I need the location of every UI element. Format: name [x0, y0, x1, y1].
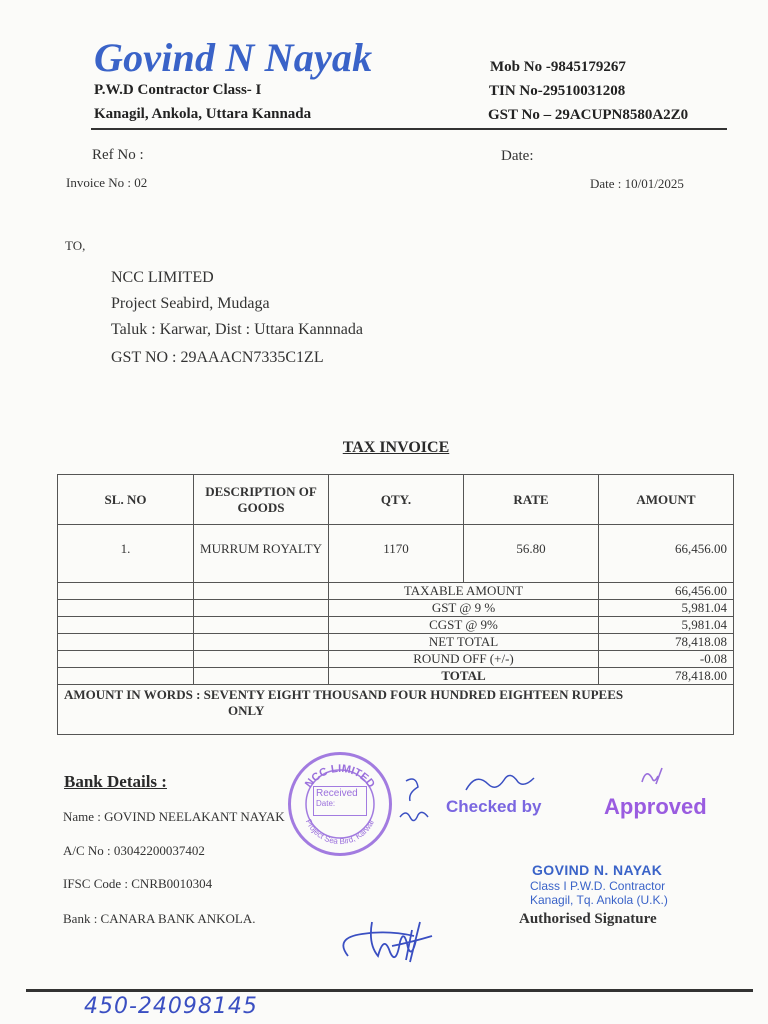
summary-label: NET TOTAL	[329, 634, 599, 651]
approver-initial-icon	[636, 764, 676, 788]
invoice-number: Invoice No : 02	[66, 175, 148, 190]
cell-rate: 56.80	[464, 525, 599, 583]
summary-value: 5,981.04	[599, 617, 734, 634]
recipient-line: Taluk : Karwar, Dist : Uttara Kannnada	[111, 321, 363, 338]
summary-value: 5,981.04	[599, 600, 734, 617]
checked-by-stamp: Checked by	[446, 797, 542, 816]
table-row	[58, 525, 734, 583]
amount-in-words-cont: ONLY	[228, 703, 265, 718]
summary-row	[58, 617, 734, 634]
summary-value: 66,456.00	[599, 583, 734, 600]
stamp-date: Date:	[316, 799, 336, 808]
bank-account: A/C No : 03042200037402	[63, 843, 205, 858]
tin-number: TIN No-29510031208	[489, 83, 626, 99]
stamp-top-text: NCC LIMITED	[303, 762, 377, 791]
amount-in-words: AMOUNT IN WORDS : SEVENTY EIGHT THOUSAND FOUR HUNDRED EIGHTEEN RUPEES	[64, 687, 624, 702]
contractor-name: Govind N Nayak	[94, 35, 373, 80]
seal-line3: Kanagil, Tq. Ankola (U.K.)	[530, 893, 668, 907]
stamp-received: Received	[316, 788, 358, 799]
date-label: Date:	[501, 148, 534, 164]
invoice-date: Date : 10/01/2025	[590, 176, 684, 191]
total-value: 78,418.00	[599, 668, 734, 685]
cell-qty: 1170	[329, 525, 464, 583]
to-label: TO,	[65, 238, 86, 253]
cell-sl: 1.	[58, 525, 194, 583]
bank-name: Name : GOVIND NEELAKANT NAYAK	[63, 809, 285, 824]
gst-number: GST No – 29ACUPN8580A2Z0	[488, 107, 689, 123]
recipient-line: GST NO : 29AAACN7335C1ZL	[111, 349, 324, 366]
summary-value: 78,418.08	[599, 634, 734, 651]
table-header-row	[58, 475, 734, 525]
document-title: TAX INVOICE	[342, 439, 450, 456]
summary-label: TAXABLE AMOUNT	[329, 583, 599, 600]
header-sl: SL. NO	[58, 475, 194, 525]
summary-label: ROUND OFF (+/-)	[329, 651, 599, 668]
ref-label: Ref No :	[92, 147, 144, 163]
cell-description: MURRUM ROYALTY	[194, 525, 329, 583]
mobile-number: Mob No -9845179267	[490, 59, 626, 75]
stamp-box	[313, 786, 367, 816]
cell-amount: 66,456.00	[599, 525, 734, 583]
header-rule	[91, 128, 727, 130]
seal-name: GOVIND N. NAYAK	[532, 862, 663, 878]
handwritten-note: 450-24098145	[84, 994, 258, 1019]
summary-row	[58, 634, 734, 651]
summary-row	[58, 583, 734, 600]
bank-ifsc: IFSC Code : CNRB0010304	[63, 876, 213, 891]
amount-in-words-row	[58, 685, 734, 735]
summary-label: GST @ 9 %	[329, 600, 599, 617]
approved-stamp: Approved	[604, 794, 707, 819]
summary-row	[58, 600, 734, 617]
contractor-class: P.W.D Contractor Class- I	[94, 82, 262, 98]
contractor-address: Kanagil, Ankola, Uttara Kannada	[94, 106, 312, 122]
total-row	[58, 668, 734, 685]
invoice-table	[57, 474, 734, 735]
stamp-bottom-text: Project Sea Bird, Karwar	[303, 817, 377, 847]
initials-icon	[460, 770, 540, 800]
recipient-line: Project Seabird, Mudaga	[111, 295, 270, 312]
signature-mark-icon	[398, 773, 448, 833]
svg-text:Project Sea Bird, Karwar	[304, 818, 377, 846]
summary-value: -0.08	[599, 651, 734, 668]
header-amount: AMOUNT	[599, 475, 734, 525]
authorised-signature-label: Authorised Signature	[519, 911, 657, 927]
received-stamp	[288, 752, 392, 856]
summary-label: CGST @ 9%	[329, 617, 599, 634]
total-label: TOTAL	[329, 668, 599, 685]
footer-rule	[26, 989, 753, 992]
recipient-line: NCC LIMITED	[111, 269, 214, 286]
bank-heading: Bank Details :	[64, 772, 167, 791]
signature-icon	[332, 910, 452, 974]
header-rate: RATE	[464, 475, 599, 525]
header-description: DESCRIPTION OF GOODS	[194, 475, 329, 525]
summary-row	[58, 651, 734, 668]
header-qty: QTY.	[329, 475, 464, 525]
seal-line2: Class I P.W.D. Contractor	[530, 879, 666, 893]
bank-bank: Bank : CANARA BANK ANKOLA.	[63, 911, 256, 926]
